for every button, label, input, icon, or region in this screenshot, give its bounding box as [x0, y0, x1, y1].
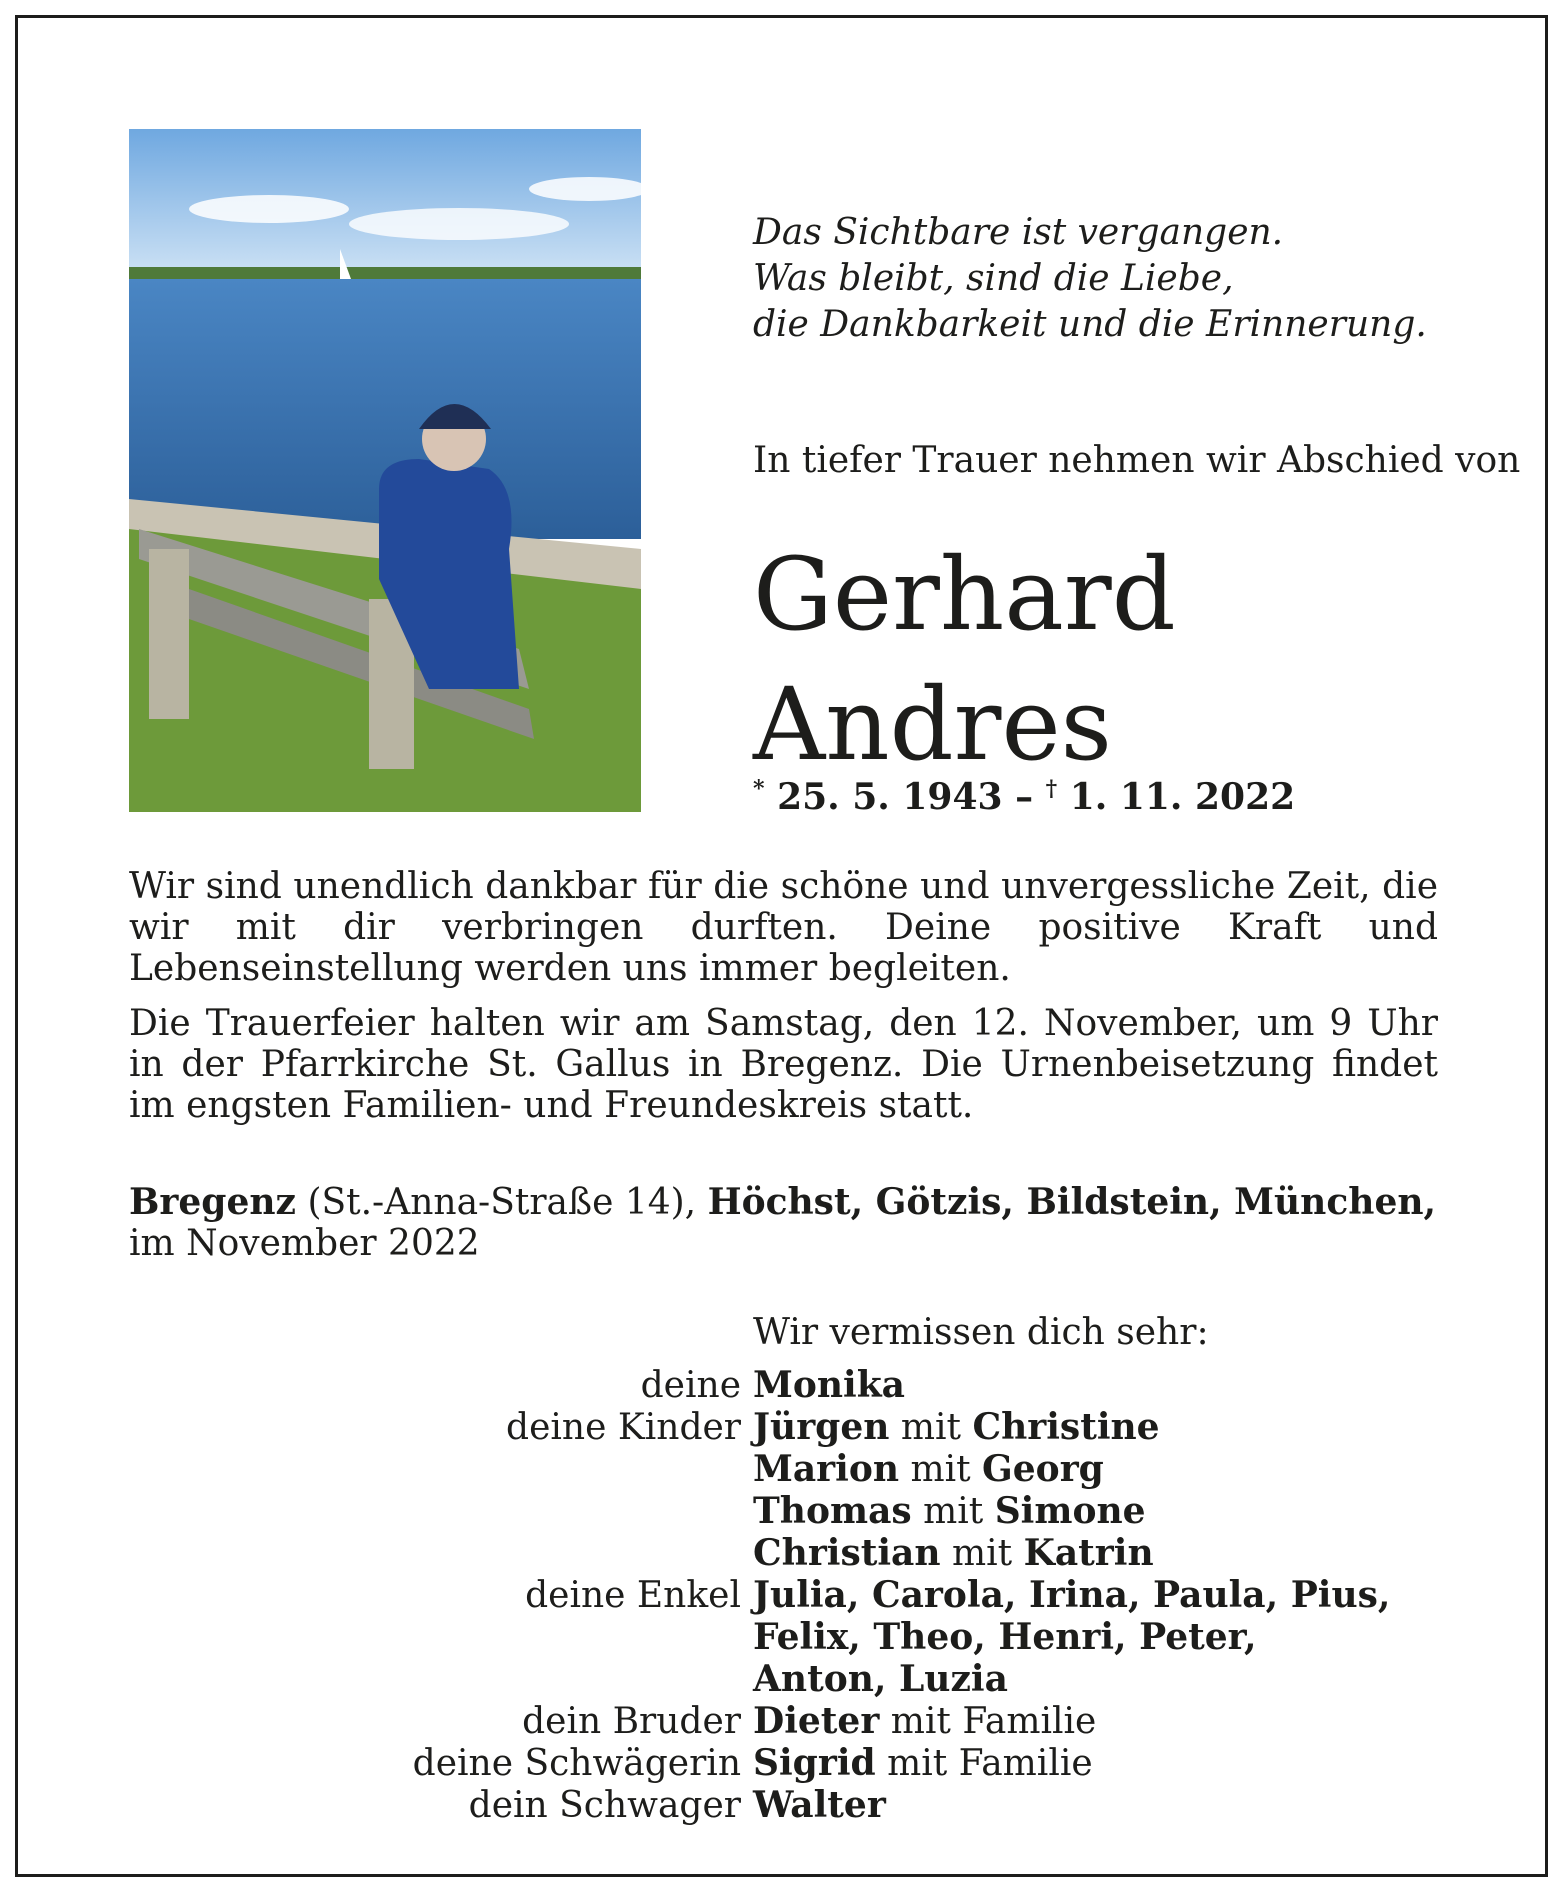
family-member-name: Anton, Luzia	[753, 1658, 1008, 1700]
miss-line: Wir vermissen dich sehr:	[753, 1312, 1209, 1353]
death-symbol: †	[1045, 776, 1058, 802]
family-row	[129, 1784, 1438, 1826]
family-member-name: Katrin	[1023, 1532, 1154, 1574]
last-name: Andres	[753, 666, 1112, 783]
family-relation: dein Schwager	[468, 1785, 741, 1826]
family-member-name: Christian	[753, 1532, 941, 1574]
place-address: (St.-Anna-Straße 14),	[296, 1182, 708, 1223]
family-connector: mit	[911, 1491, 995, 1532]
family-relation: deine	[640, 1365, 741, 1406]
family-row	[129, 1364, 1438, 1406]
place-others: Höchst, Götzis, Bildstein, München,	[707, 1181, 1437, 1223]
family-relation: dein Bruder	[522, 1701, 741, 1742]
family-relation: deine Kinder	[506, 1407, 741, 1448]
motto	[753, 210, 1427, 348]
place-and-date	[129, 1182, 1436, 1264]
family-row	[129, 1490, 1438, 1532]
first-name: Gerhard	[753, 536, 1176, 653]
date-separator: –	[1015, 776, 1046, 818]
family-row	[129, 1448, 1438, 1490]
cloud	[189, 195, 349, 223]
family-names	[753, 1658, 1008, 1700]
far-shore-trees	[129, 267, 641, 281]
family-member-name: Monika	[753, 1364, 905, 1406]
family-names	[753, 1616, 1257, 1658]
family-row	[129, 1658, 1438, 1700]
family-relation: deine Enkel	[525, 1575, 741, 1616]
family-member-name: Walter	[753, 1784, 886, 1826]
family-names	[753, 1532, 1154, 1574]
family-names	[753, 1700, 1096, 1742]
intro-text: In tiefer Trauer nehmen wir Abschied von	[753, 440, 1521, 481]
family-row	[129, 1532, 1438, 1574]
motto-line: die Dankbarkeit und die Erinnerung.	[753, 304, 1427, 345]
motto-line: Das Sichtbare ist vergangen.	[753, 212, 1284, 253]
family-names	[753, 1490, 1146, 1532]
family-member-name: Simone	[994, 1490, 1146, 1532]
cloud	[349, 208, 569, 240]
memorial-photo	[129, 129, 641, 812]
family-names	[753, 1574, 1390, 1616]
family-connector: mit	[899, 1449, 983, 1490]
family-row	[129, 1616, 1438, 1658]
family-names	[753, 1406, 1160, 1448]
family-row	[129, 1406, 1438, 1448]
family-connector: mit Familie	[879, 1701, 1097, 1742]
place-date: im November 2022	[129, 1223, 480, 1264]
funeral-paragraph: Die Trauerfeier halten wir am Samstag, den 12. November, um 9 Uhr in der Pfarrkirche St. Gallus in Bregenz. Die Urnenbeisetzung findet im engsten Familien- und Freundeskreis statt.	[129, 1003, 1438, 1126]
birth-date: 25. 5. 1943	[777, 776, 1003, 818]
family-member-name: Marion	[753, 1448, 900, 1490]
family-member-name: Dieter	[753, 1700, 880, 1742]
family-names	[753, 1742, 1093, 1784]
family-relation: deine Schwägerin	[412, 1743, 741, 1784]
family-connector: mit	[940, 1533, 1024, 1574]
family-member-name: Georg	[982, 1448, 1104, 1490]
family-member-name: Thomas	[753, 1490, 912, 1532]
family-list	[129, 1364, 1438, 1826]
family-row	[129, 1700, 1438, 1742]
family-connector: mit	[889, 1407, 973, 1448]
family-member-name: Julia, Carola, Irina, Paula, Pius,	[753, 1574, 1391, 1616]
family-connector: mit Familie	[875, 1743, 1093, 1784]
bench-leg	[149, 549, 189, 719]
family-names	[753, 1364, 905, 1406]
family-row	[129, 1574, 1438, 1616]
family-names	[753, 1784, 886, 1826]
gratitude-paragraph: Wir sind unendlich dankbar für die schöne und unvergessliche Zeit, die wir mit dir verbringen durften. Deine positive Kraft und Lebenseinstellung werden uns immer begleiten.	[129, 866, 1438, 989]
family-member-name: Jürgen	[753, 1406, 890, 1448]
family-member-name: Christine	[972, 1406, 1160, 1448]
family-member-name: Felix, Theo, Henri, Peter,	[753, 1616, 1257, 1658]
family-member-name: Sigrid	[753, 1742, 876, 1784]
birth-symbol: *	[753, 776, 765, 802]
family-names	[753, 1448, 1104, 1490]
motto-line: Was bleibt, sind die Liebe,	[753, 258, 1234, 299]
place-city: Bregenz	[129, 1181, 296, 1223]
life-dates	[753, 776, 1295, 818]
deceased-name	[753, 530, 1176, 790]
family-row	[129, 1742, 1438, 1784]
death-date: 1. 11. 2022	[1069, 776, 1296, 818]
